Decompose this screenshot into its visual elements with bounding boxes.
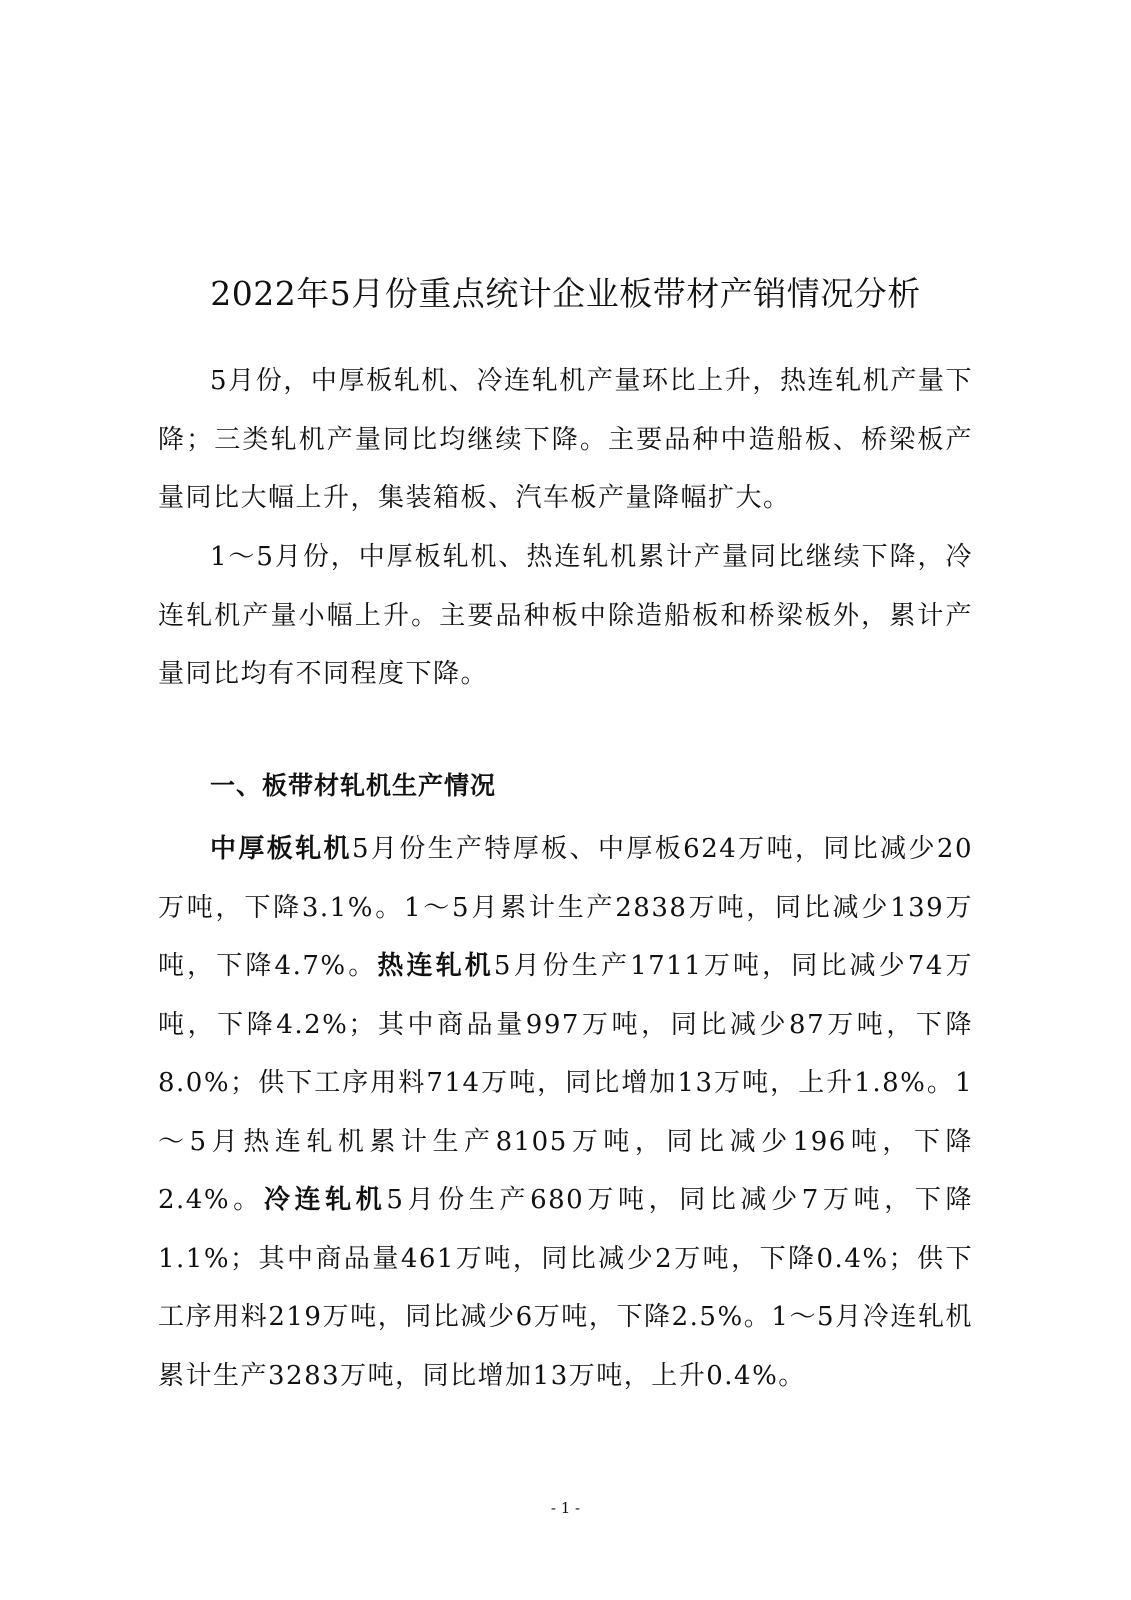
- section-heading-production: 一、板带材轧机生产情况: [210, 771, 497, 800]
- hot-strip-mill-text: 5月份生产1711万吨，同比减少74万吨，下降4.2%；其中商品量997万吨，同比减少87万吨，下降8.0%；供下工序用料714万吨，同比增加13万吨，上升1.8%。1～5月热连轧机累计生产8105万吨，同比减少196吨，下降2.4%。: [158, 951, 973, 1215]
- intro-paragraph-1: 5月份，中厚板轧机、冷连轧机产量环比上升，热连轧机产量下降；三类轧机产量同比均继续下降。主要品种中造船板、桥梁板产量同比大幅上升，集装箱板、汽车板产量降幅扩大。: [158, 366, 973, 513]
- medium-plate-mill-text: 5月份生产特厚板、中厚板624万吨，同比减少20万吨，下降3.1%。1～5月累计生产2838万吨，同比减少139万吨，下降4.7%。: [158, 834, 973, 981]
- intro-paragraph-2: 1～5月份，中厚板轧机、热连轧机累计产量同比继续下降，冷连轧机产量小幅上升。主要品种板中除造船板和桥梁板外，累计产量同比均有不同程度下降。: [158, 542, 973, 689]
- cold-strip-mill-text: 5月份生产680万吨，同比减少7万吨，下降1.1%；其中商品量461万吨，同比减少2万吨，下降0.4%；供下工序用料219万吨，同比减少6万吨，下降2.5%。1～5月冷连轧机累计生产3283万吨，同比增加13万吨，上升0.4%。: [158, 1185, 973, 1391]
- term-hot-strip-mill: 热连轧机: [377, 951, 494, 981]
- section-body-paragraph: [158, 820, 973, 1405]
- document-title: 2022年5月份重点统计企业板带材产销情况分析: [210, 274, 921, 313]
- term-cold-strip-mill: 冷连轧机: [263, 1185, 387, 1215]
- page-number: - 1 -: [550, 1499, 581, 1517]
- term-medium-plate-mill: 中厚板轧机: [210, 834, 352, 864]
